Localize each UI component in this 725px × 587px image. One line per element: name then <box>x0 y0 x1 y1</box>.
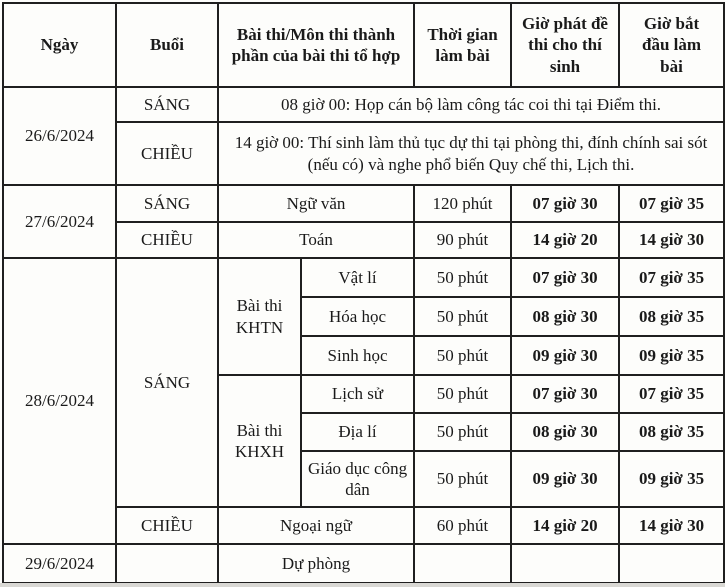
date-29-6-2024: 29/6/2024 <box>3 544 116 583</box>
duration-hoa-hoc: 50 phút <box>414 297 511 336</box>
start-giao-duc-cong-dan: 09 giờ 35 <box>619 451 724 507</box>
session-morning: SÁNG <box>116 185 218 222</box>
handout-sinh-hoc: 09 giờ 30 <box>511 336 619 375</box>
session-empty <box>116 544 218 583</box>
row-27-morning <box>3 185 724 222</box>
handout-hoa-hoc: 08 giờ 30 <box>511 297 619 336</box>
header-exam: Bài thi/Môn thi thành phần của bài thi tổ hợp <box>218 3 414 87</box>
duration-lich-su: 50 phút <box>414 375 511 413</box>
handout-empty <box>511 544 619 583</box>
duration-ngu-van: 120 phút <box>414 185 511 222</box>
exam-schedule-table <box>2 2 725 584</box>
subject-hoa-hoc: Hóa học <box>301 297 414 336</box>
start-ngoai-ngu: 14 giờ 30 <box>619 507 724 544</box>
activity-26-morning: 08 giờ 00: Họp cán bộ làm công tác coi thi tại Điểm thi. <box>218 87 724 122</box>
scan-edge-artifact <box>0 583 725 587</box>
handout-ngoai-ngu: 14 giờ 20 <box>511 507 619 544</box>
start-vat-li: 07 giờ 35 <box>619 258 724 297</box>
duration-vat-li: 50 phút <box>414 258 511 297</box>
row-29 <box>3 544 724 583</box>
row-28-vat-li <box>3 258 724 297</box>
start-dia-li: 08 giờ 35 <box>619 413 724 451</box>
subject-dia-li: Địa lí <box>301 413 414 451</box>
start-lich-su: 07 giờ 35 <box>619 375 724 413</box>
session-afternoon: CHIỀU <box>116 222 218 258</box>
group-khtn: Bài thi KHTN <box>218 258 301 375</box>
date-28-6-2024: 28/6/2024 <box>3 258 116 544</box>
header-session: Buổi <box>116 3 218 87</box>
subject-sinh-hoc: Sinh học <box>301 336 414 375</box>
start-empty <box>619 544 724 583</box>
header-duration: Thời gian làm bài <box>414 3 511 87</box>
row-26-morning <box>3 87 724 122</box>
start-sinh-hoc: 09 giờ 35 <box>619 336 724 375</box>
activity-26-afternoon: 14 giờ 00: Thí sinh làm thủ tục dự thi tại phòng thi, đính chính sai sót (nếu có) và nghe phổ biến Quy chế thi, Lịch thi. <box>218 122 724 185</box>
subject-toan: Toán <box>218 222 414 258</box>
subject-vat-li: Vật lí <box>301 258 414 297</box>
header-date: Ngày <box>3 3 116 87</box>
duration-empty <box>414 544 511 583</box>
duration-sinh-hoc: 50 phút <box>414 336 511 375</box>
start-ngu-van: 07 giờ 35 <box>619 185 724 222</box>
duration-ngoai-ngu: 60 phút <box>414 507 511 544</box>
handout-vat-li: 07 giờ 30 <box>511 258 619 297</box>
header-handout: Giờ phát đề thi cho thí sinh <box>511 3 619 87</box>
start-hoa-hoc: 08 giờ 35 <box>619 297 724 336</box>
handout-lich-su: 07 giờ 30 <box>511 375 619 413</box>
subject-lich-su: Lịch sử <box>301 375 414 413</box>
handout-toan: 14 giờ 20 <box>511 222 619 258</box>
duration-toan: 90 phút <box>414 222 511 258</box>
subject-giao-duc-cong-dan: Giáo dục công dân <box>301 451 414 507</box>
header-start: Giờ bắt đầu làm bài <box>619 3 724 87</box>
handout-giao-duc-cong-dan: 09 giờ 30 <box>511 451 619 507</box>
start-toan: 14 giờ 30 <box>619 222 724 258</box>
date-27-6-2024: 27/6/2024 <box>3 185 116 258</box>
group-khxh: Bài thi KHXH <box>218 375 301 507</box>
date-26-6-2024: 26/6/2024 <box>3 87 116 185</box>
handout-dia-li: 08 giờ 30 <box>511 413 619 451</box>
header-row <box>3 3 724 87</box>
subject-ngoai-ngu: Ngoại ngữ <box>218 507 414 544</box>
session-afternoon: CHIỀU <box>116 122 218 185</box>
duration-dia-li: 50 phút <box>414 413 511 451</box>
handout-ngu-van: 07 giờ 30 <box>511 185 619 222</box>
duration-giao-duc-cong-dan: 50 phút <box>414 451 511 507</box>
session-morning: SÁNG <box>116 87 218 122</box>
subject-ngu-van: Ngữ văn <box>218 185 414 222</box>
session-morning: SÁNG <box>116 258 218 507</box>
note-du-phong: Dự phòng <box>218 544 414 583</box>
session-afternoon: CHIỀU <box>116 507 218 544</box>
